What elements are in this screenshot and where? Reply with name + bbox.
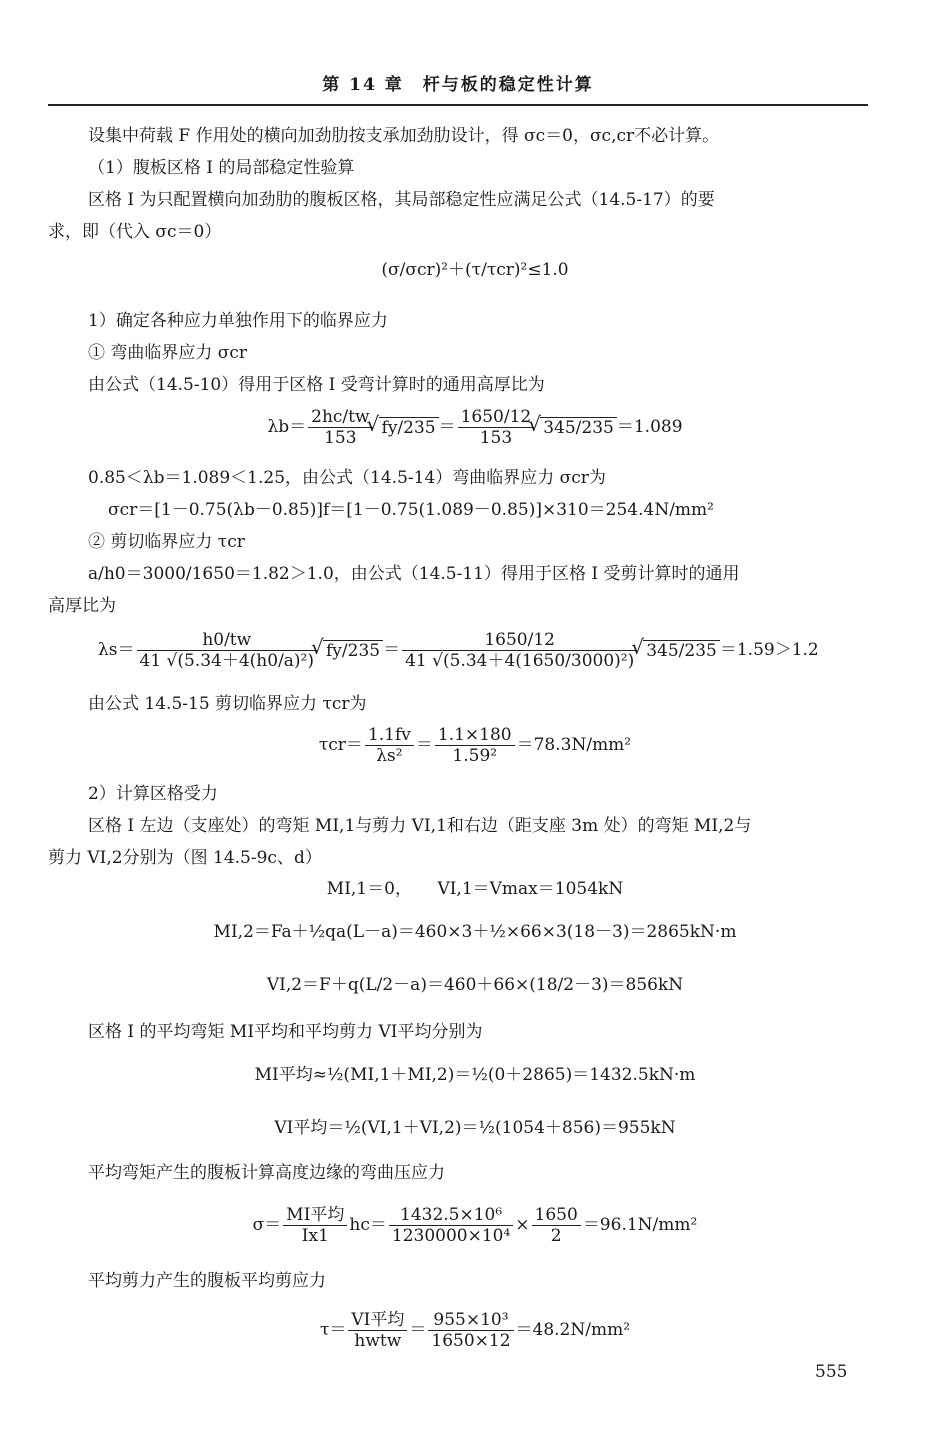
paragraph-line: 由公式（14.5-10）得用于区格 I 受弯计算时的通用高厚比为 xyxy=(88,375,545,395)
fraction xyxy=(283,1205,347,1246)
fraction xyxy=(458,407,535,448)
square-root: √ fy/235 xyxy=(379,417,439,438)
equation-result: ＝96.1N/mm² xyxy=(582,1215,698,1235)
equation-tau: τ＝ $\frac{\text{VI平均}}{\text{hwtw}}$ ＝ $\frac{\text{955×10³}}{1650\times 12}$ ＝48.2N/mm² xyxy=(319,1310,631,1351)
fraction-numerator: 1.1fv xyxy=(365,725,414,746)
fraction-denominator: Ix1 xyxy=(301,1226,329,1246)
subsection-heading: 1）确定各种应力单独作用下的临界应力 xyxy=(88,311,388,331)
equation-result: ＝1.089 xyxy=(616,417,683,437)
fraction-numerator: VI平均 xyxy=(348,1310,407,1331)
equation-term: hc＝ xyxy=(349,1215,387,1235)
square-root: √ 345/235 xyxy=(643,640,720,661)
page-number: 555 xyxy=(815,1362,848,1382)
equation-V12: VI,2＝F＋q(L/2－a)＝460＋66×(18/2－3)＝856kN xyxy=(266,975,684,995)
equation-lambda-s: λs＝ $\frac{h0/tw}{\text{41 √(5.34＋4(h0/a)²)}}$ √ fy/235 ＝ $\frac{1650/12}{\text{41 √(5.34＋4(1650/3000)²)}}$ √ 345/235 ＝1.59＞1.2 xyxy=(98,630,819,671)
paragraph-line: 设集中荷载 F 作用处的横向加劲肋按支承加劲肋设计，得 σc＝0，σc,cr不必计算。 xyxy=(88,126,720,146)
fraction-denominator: 41 √(5.34＋4(h0/a)²) xyxy=(139,651,315,671)
paragraph-line: 平均剪力产生的腹板平均剪应力 xyxy=(88,1271,326,1291)
equation-M11-V11: MI,1＝0， VI,1＝Vmax＝1054kN xyxy=(326,879,624,899)
fraction xyxy=(435,725,515,766)
equation-sigma xyxy=(0,1205,950,1246)
paragraph-line: 高厚比为 xyxy=(48,596,116,616)
paragraph-line: 区格 I 左边（支座处）的弯矩 MI,1与剪力 VI,1和右边（距支座 3m 处）的弯矩 MI,2与 xyxy=(88,816,752,836)
list-item: ② 剪切临界应力 τcr xyxy=(88,532,245,552)
fraction-denominator: λs² xyxy=(376,746,403,766)
square-root: √ 345/235 xyxy=(540,417,617,438)
equation-result: ＝78.3N/mm² xyxy=(516,735,632,755)
paragraph-line: 区格 I 的平均弯矩 MI平均和平均剪力 VI平均分别为 xyxy=(88,1022,483,1042)
fraction-denominator: 2 xyxy=(550,1226,562,1246)
fraction xyxy=(348,1310,407,1351)
equation-operator: × xyxy=(515,1215,530,1235)
equation-stability-criterion xyxy=(0,258,950,282)
fraction xyxy=(308,407,372,448)
fraction xyxy=(428,1310,513,1351)
equation-rhs: ≤1.0 xyxy=(527,260,569,280)
paragraph-line: 由公式 14.5-15 剪切临界应力 τcr为 xyxy=(88,694,367,714)
equation-M-avg: MI平均≈½(MI,1＋MI,2)＝½(0＋2865)＝1432.5kN·m xyxy=(254,1065,696,1085)
equation-sigma-cr: σcr＝[1－0.75(λb－0.85)]f＝[1－0.75(1.089－0.85)]×310＝254.4N/mm² xyxy=(108,500,714,520)
fraction-numerator: 2hc/tw xyxy=(308,407,372,428)
paragraph-line: 平均弯矩产生的腹板计算高度边缘的弯曲压应力 xyxy=(88,1163,445,1183)
fraction-numerator: 1650/12 xyxy=(458,407,535,428)
fraction-denominator: hwtw xyxy=(354,1331,402,1351)
fraction-denominator: 1650×12 xyxy=(431,1331,511,1351)
equation-lhs: (σ/σcr)²＋(τ/τcr)² xyxy=(381,260,528,280)
equation-prefix: τ＝ xyxy=(319,1320,347,1340)
equation-result: ＝1.59＞1.2 xyxy=(719,640,819,660)
section-heading: （1）腹板区格 I 的局部稳定性验算 xyxy=(88,158,355,178)
square-root: √ fy/235 xyxy=(323,640,383,661)
equation-M12: MI,2＝Fa＋½qa(L－a)＝460×3＋½×66×3(18－3)＝2865kN·m xyxy=(213,922,737,942)
equation-result: ＝48.2N/mm² xyxy=(515,1320,631,1340)
paragraph-line: a/h0＝3000/1650＝1.82＞1.0，由公式（14.5-11）得用于区格 I 受剪计算时的通用 xyxy=(88,564,740,584)
fraction xyxy=(402,630,637,671)
running-header xyxy=(48,58,868,106)
fraction-numerator: MI平均 xyxy=(283,1205,347,1226)
fraction xyxy=(532,1205,581,1246)
fraction-numerator: 1650 xyxy=(532,1205,581,1226)
fraction-numerator: 1432.5×10⁶ xyxy=(389,1205,513,1226)
fraction-denominator: 1230000×10⁴ xyxy=(391,1226,511,1246)
fraction-numerator: h0/tw xyxy=(137,630,318,651)
fraction-denominator: 41 √(5.34＋4(1650/3000)²) xyxy=(405,651,635,671)
paragraph-line: 区格 I 为只配置横向加劲肋的腹板区格，其局部稳定性应满足公式（14.5-17）的要 xyxy=(88,190,715,210)
list-item: ① 弯曲临界应力 σcr xyxy=(88,343,248,363)
fraction-numerator: 955×10³ xyxy=(428,1310,513,1331)
fraction-denominator: 153 xyxy=(479,428,513,448)
paragraph-line: 求，即（代入 σc＝0） xyxy=(48,222,222,242)
equation-tau-cr: τcr＝ $\frac{1.1fv}{\text{λs²}}$ ＝ $\frac{1.1\times 180}{\text{1.59²}}$ ＝78.3N/mm² xyxy=(318,725,632,766)
equation-prefix: τcr＝ xyxy=(318,735,363,755)
equation-prefix: λb＝ xyxy=(267,417,307,437)
equation-V-avg: VI平均＝½(VI,1＋VI,2)＝½(1054＋856)＝955kN xyxy=(274,1118,676,1138)
chapter-title: 第 14 章 杆与板的稳定性计算 xyxy=(322,75,594,95)
equation-prefix: λs＝ xyxy=(98,640,135,660)
paragraph-line: 剪力 VI,2分别为（图 14.5-9c、d） xyxy=(48,848,322,868)
subsection-heading: 2）计算区格受力 xyxy=(88,784,218,804)
fraction-numerator: 1.1×180 xyxy=(435,725,515,746)
fraction xyxy=(365,725,414,766)
paragraph-line: 0.85＜λb＝1.089＜1.25，由公式（14.5-14）弯曲临界应力 σcr为 xyxy=(88,468,606,488)
equation-prefix: σ＝ xyxy=(252,1215,282,1235)
fraction-denominator: 153 xyxy=(324,428,357,448)
fraction xyxy=(389,1205,513,1246)
fraction-denominator: 1.59² xyxy=(452,746,498,766)
equation-lambda-b: λb＝ $\frac{2hc/tw}{153}$ √ fy/235 ＝ $\frac{1650/12}{153}$ √ 345/235 ＝1.089 xyxy=(0,407,950,448)
fraction xyxy=(137,630,318,671)
fraction-numerator: 1650/12 xyxy=(402,630,637,651)
